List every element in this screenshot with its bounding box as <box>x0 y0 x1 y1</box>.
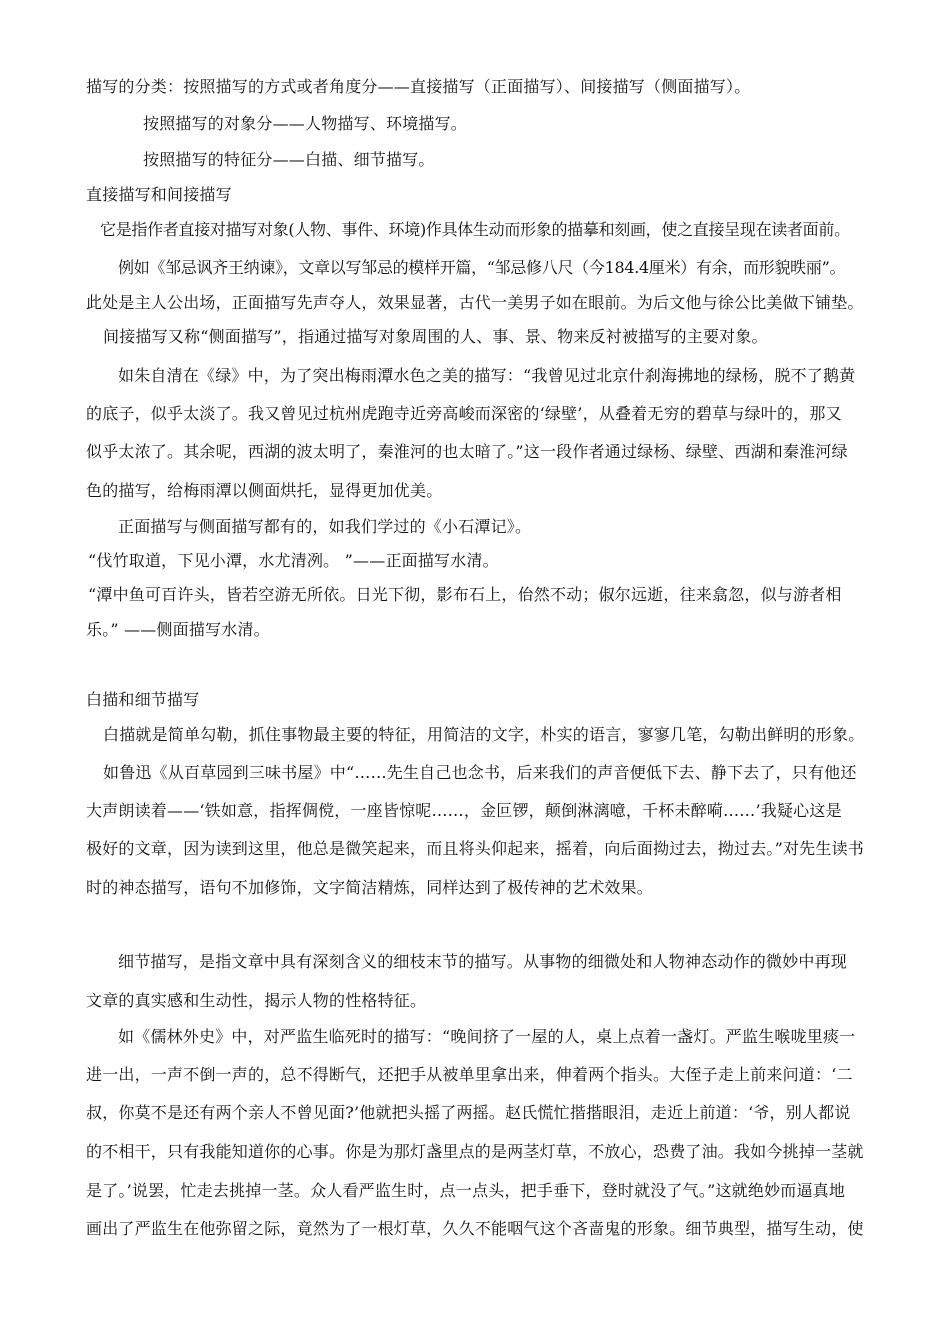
text-line: 乐。” ——侧面描写水清。 <box>86 620 270 639</box>
text-line: 例如《邹忌讽齐王纳谏》，文章以写邹忌的模样开篇，“邹忌修八尺（今184.4厘米）有余，而形貌昳丽”。 <box>118 258 846 277</box>
text-line: 文章的真实感和生动性，揭示人物的性格特征。 <box>86 991 427 1010</box>
text-line: “伐竹取道，下见小潭，水尤清冽。 ”——正面描写水清。 <box>88 551 499 570</box>
text-line: 正面描写与侧面描写都有的，如我们学过的《小石潭记》。 <box>118 517 532 536</box>
text-line: 白描就是简单勾勒，抓住事物最主要的特征，用简洁的文字，朴实的语言，寥寥几笔，勾勒出鲜明的形象。 <box>103 725 865 744</box>
text-line: 叔，你莫不是还有两个亲人不曾见面?’他就把头摇了两摇。赵氏慌忙揩揩眼泪，走近上前道：‘爷，别人都说 <box>86 1103 851 1122</box>
text-line: 按照描写的对象分——人物描写、环境描写。 <box>143 114 468 133</box>
text-line: 时的神态描写，语句不加修饰，文字简洁精炼，同样达到了极传神的艺术效果。 <box>86 878 654 897</box>
text-line: 是了。’说罢，忙走去挑掉一茎。众人看严监生时，点一点头，把手垂下，登时就没了气。”这就绝妙而逼真地 <box>86 1181 846 1200</box>
text-line: 按照描写的特征分——白描、细节描写。 <box>143 150 435 169</box>
text-line: 如《儒林外史》中，对严监生临死时的描写：“晚间挤了一屋的人，桌上点着一盏灯。严监生喉咙里痰一 <box>118 1027 856 1046</box>
text-line: 如鲁迅《从百草园到三味书屋》中“……先生自己也念书，后来我们的声音便低下去、静下去了，只有他还 <box>103 763 857 782</box>
text-line: 它是指作者直接对描写对象(人物、事件、环境)作具体生动而形象的描摹和刻画，使之直接呈现在读者面前。 <box>100 220 850 239</box>
text-line: 间接描写又称“侧面描写”，指通过描写对象周围的人、事、景、物来反衬被描写的主要对象。 <box>103 327 768 346</box>
text-line: 的底子，似乎太淡了。我又曾见过杭州虎跑寺近旁高峻而深密的‘绿壁’，从叠着无穷的碧草与绿叶的，那又 <box>86 404 842 423</box>
text-line: 描写的分类：按照描写的方式或者角度分——直接描写（正面描写）、间接描写（侧面描写）。 <box>86 77 751 96</box>
text-line: 进一出，一声不倒一声的，总不得断气，还把手从被单里拿出来，伸着两个指头。大侄子走上前来问道：‘二 <box>86 1065 853 1084</box>
section-heading: 白描和细节描写 <box>86 690 200 709</box>
text-line: 极好的文章，因为读到这里，他总是微笑起来，而且将头仰起来，摇着，向后面拗过去，拗过去。”对先生读书 <box>86 839 864 858</box>
text-line: 色的描写，给梅雨潭以侧面烘托，显得更加优美。 <box>86 481 443 500</box>
text-line: 大声朗读着——‘铁如意，指挥倜傥，一座皆惊呢……，金叵锣，颠倒淋漓噫，千杯未醉嗬……’我疑心这是 <box>86 801 842 820</box>
text-line: 的不相干，只有我能知道你的心事。你是为那灯盏里点的是两茎灯草，不放心，恐费了油。我如今挑掉一茎就 <box>86 1142 864 1161</box>
text-line: 细节描写，是指文章中具有深刻含义的细枝末节的描写。从事物的细微处和人物神态动作的微妙中再现 <box>118 952 848 971</box>
text-line: “潭中鱼可百许头，皆若空游无所依。日光下彻，影布石上，佁然不动；俶尔远逝，往来翕忽，似与游者相 <box>88 585 842 604</box>
text-line: 此处是主人公出场，正面描写先声夺人，效果显著，古代一美男子如在眼前。为后文他与徐公比美做下铺垫。 <box>86 293 864 312</box>
section-heading: 直接描写和间接描写 <box>86 185 232 204</box>
text-line: 如朱自清在《绿》中，为了突出梅雨潭水色之美的描写：“我曾见过北京什刹海拂地的绿杨，脱不了鹅黄 <box>118 366 856 385</box>
text-line: 似乎太浓了。其余呢，西湖的波太明了，秦淮河的也太暗了。”这一段作者通过绿杨、绿壁、西湖和秦淮河绿 <box>86 442 848 461</box>
text-line: 画出了严监生在他弥留之际，竟然为了一根灯草，久久不能咽气这个吝啬鬼的形象。细节典型，描写生动，使 <box>86 1219 864 1238</box>
